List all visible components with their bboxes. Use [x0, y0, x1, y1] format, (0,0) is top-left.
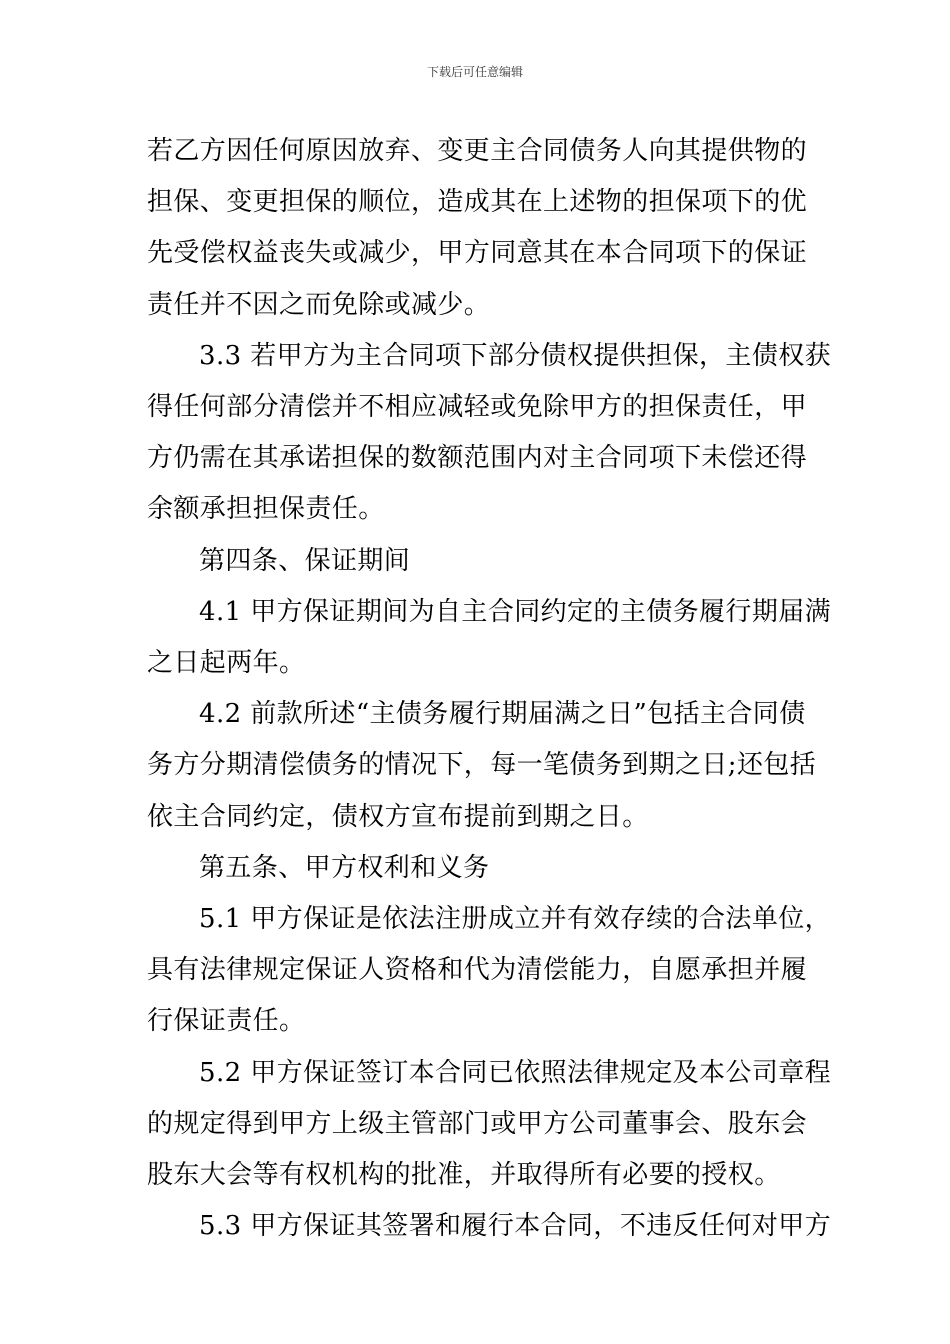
text-line: 5.3 甲方保证其签署和履行本合同，不违反任何对甲方 [199, 1211, 832, 1242]
text-line: 责任并不因之而免除或减少。 [147, 289, 491, 320]
text-line: 若乙方因任何原因放弃、变更主合同债务人向其提供物的 [147, 136, 808, 166]
clause-5-3 [147, 1201, 832, 1252]
text-line: 担保、变更担保的顺位，造成其在上述物的担保项下的优 [147, 187, 808, 218]
text-line: 5.1 甲方保证是依法注册成立并有效存续的合法单位， [199, 904, 832, 935]
clause-5-1 [147, 894, 832, 1048]
text-line: 4.1 甲方保证期间为自主合同约定的主债务履行期届满 [199, 596, 832, 627]
text-line: 之日起两年。 [147, 648, 306, 679]
text-line: 行保证责任。 [147, 1006, 306, 1037]
text-line: 4.2 前款所述“主债务履行期届满之日”包括主合同债 [199, 699, 806, 730]
paragraph-continuation [147, 126, 807, 331]
text-line: 的规定得到甲方上级主管部门或甲方公司董事会、股东会 [147, 1108, 808, 1139]
section-heading: 第四条、保证期间 [199, 545, 411, 576]
text-line: 余额承担担保责任。 [147, 494, 385, 525]
page-header: 下载后可任意编辑 [426, 65, 523, 79]
text-line: 先受偿权益丧失或减少，甲方同意其在本合同项下的保证 [147, 238, 808, 269]
section-heading: 第五条、甲方权利和义务 [199, 852, 490, 883]
text-line: 得任何部分清偿并不相应减轻或免除甲方的担保责任，甲 [147, 392, 808, 423]
text-line: 依主合同约定，债权方宣布提前到期之日。 [147, 801, 649, 832]
text-line: 3.3 若甲方为主合同项下部分债权提供担保，主债权获 [199, 340, 832, 371]
article-4-heading [147, 536, 807, 587]
clause-3-3 [147, 331, 832, 536]
text-line: 具有法律规定保证人资格和代为清偿能力，自愿承担并履 [147, 955, 808, 986]
text-line: 务方分期清偿债务的情况下，每一笔债务到期之日;还包括 [147, 750, 817, 781]
article-5-heading [147, 843, 807, 894]
text-line: 5.2 甲方保证签订本合同已依照法律规定及本公司章程 [199, 1057, 832, 1088]
clause-4-2 [147, 689, 817, 843]
text-line: 方仍需在其承诺担保的数额范围内对主合同项下未偿还得 [147, 443, 808, 474]
clause-4-1 [147, 587, 832, 689]
text-line: 股东大会等有权机构的批准，并取得所有必要的授权。 [147, 1160, 781, 1191]
document-body [147, 126, 832, 1252]
clause-5-2 [147, 1048, 832, 1202]
